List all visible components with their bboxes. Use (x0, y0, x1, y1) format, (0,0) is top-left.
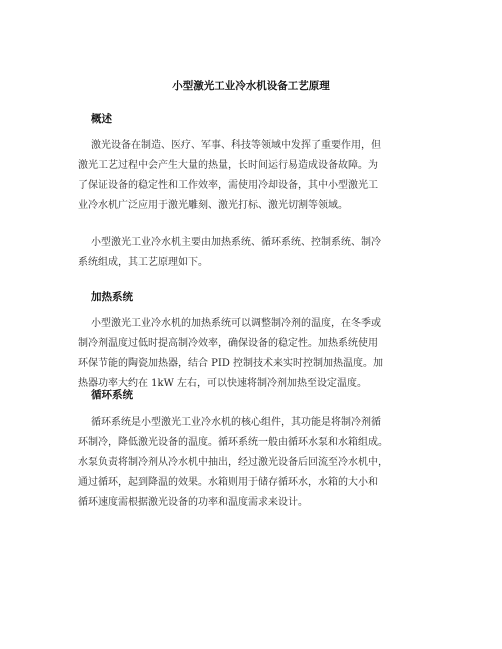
paragraph-line: 激光设备在制造、医疗、军事、科技等领域中发挥了重要作用，但 (91, 140, 381, 151)
paragraph-line: 通过循环，起到降温的效果。水箱则用于储存循环水，水箱的大小和 (78, 477, 378, 488)
paragraph-line: 小型激光工业冷水机主要由加热系统、循环系统、控制系统、制冷 (91, 237, 381, 248)
paragraph-line: 业冷水机广泛应用于激光雕刻、激光打标、激光切割等领域。 (78, 200, 348, 211)
paragraph-line: 环制冷，降低激光设备的温度。循环系统一般由循环水泵和水箱组成。 (78, 437, 388, 448)
document-title: 小型激光工业冷水机设备工艺原理 (172, 80, 330, 92)
paragraph-line: 循环速度需根据激光设备的功率和温度需求来设计。 (78, 497, 308, 508)
paragraph-line: 热器功率大约在 1kW 左右，可以快速将制冷剂加热至设定温度。 (78, 378, 368, 389)
paragraph-line: 环保节能的陶瓷加热器，结合 PID 控制技术来实时控制加热温度。加 (78, 358, 384, 369)
paragraph-line: 循环系统是小型激光工业冷水机的核心组件，其功能是将制冷剂循 (91, 417, 381, 428)
section-heading-heating: 加热系统 (91, 291, 133, 303)
paragraph-line: 系统组成，其工艺原理如下。 (78, 257, 208, 268)
paragraph-line: 了保证设备的稳定性和工作效率，需使用冷却设备，其中小型激光工 (78, 180, 378, 191)
paragraph-line: 小型激光工业冷水机的加热系统可以调整制冷剂的温度，在冬季或 (91, 318, 381, 329)
section-heading-overview: 概述 (91, 113, 112, 125)
paragraph-line: 激光工艺过程中会产生大量的热量，长时间运行易造成设备故障。为 (78, 160, 378, 171)
section-heading-circulation: 循环系统 (91, 389, 133, 401)
paragraph-line: 水泵负责将制冷剂从冷水机中抽出，经过激光设备后回流至冷水机中， (78, 457, 388, 468)
paragraph-line: 制冷剂温度过低时提高制冷效率，确保设备的稳定性。加热系统使用 (78, 338, 378, 349)
